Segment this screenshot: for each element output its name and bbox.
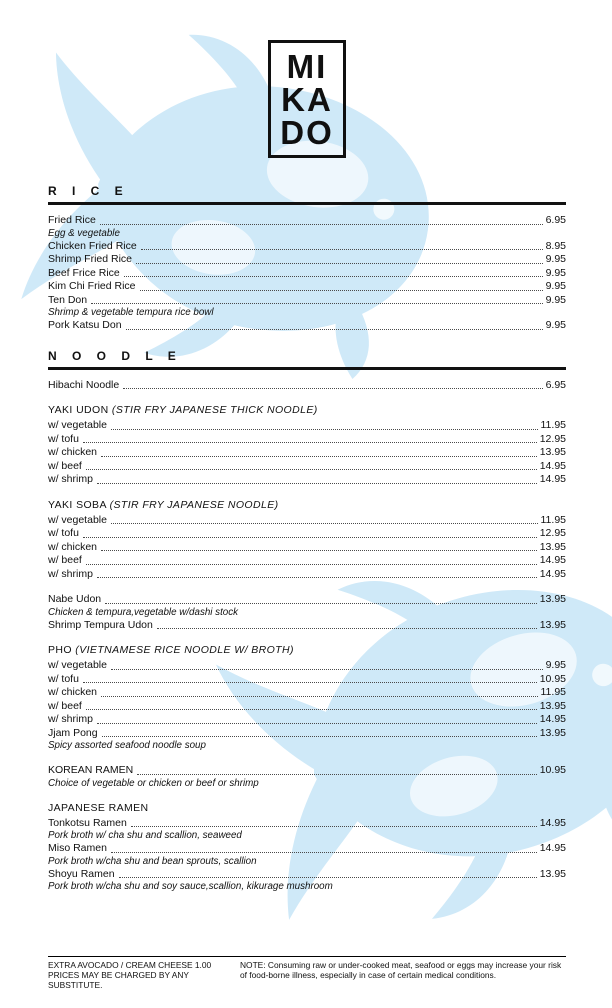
dotted-leader [141,249,543,250]
menu-group-heading-label: YAKI SOBA [48,498,107,511]
section-rice [48,184,566,333]
menu-item-row [48,319,566,333]
menu-item-price: 9.95 [545,253,566,265]
dotted-leader [97,577,537,578]
menu-item-name: w/ chicken [48,686,98,698]
menu-item-description: Shrimp & vegetable tempura rice bowl [48,307,214,318]
menu-item-description: Egg & vegetable [48,227,120,239]
logo-line-1: MI [286,47,328,85]
footer-health-note: NOTE: Consuming raw or under-cooked meat, seafood or eggs may increase your risk of food-borne illness, especially in case of certain medical conditions. [240,960,562,980]
menu-item-name: KOREAN RAMEN [48,764,134,776]
dotted-leader [100,224,543,225]
menu-item-row [48,700,566,714]
dotted-leader [86,709,537,710]
menu-item-price: 14.95 [539,842,566,854]
menu-group-heading-note: (STIR FRY JAPANESE THICK NOODLE) [111,404,318,416]
menu-item-name: w/ vegetable [48,659,107,671]
menu-item-name: w/ chicken [48,540,98,553]
menu-item-name: w/ vegetable [48,419,107,431]
menu-item-name: Shrimp Tempura Udon [48,618,153,631]
mikado-logo [268,40,346,158]
menu-item-price: 9.95 [545,293,566,306]
menu-item-price: 10.95 [539,764,566,776]
menu-item-row [48,460,566,474]
menu-item-row [48,817,566,831]
menu-group-heading-label: PHO [48,644,72,656]
menu-item-name: w/ beef [48,699,82,712]
menu-item-price: 14.95 [539,459,566,472]
menu-group-heading [48,499,566,512]
menu-item-row [48,659,566,673]
menu-item-price: 12.95 [539,527,566,539]
menu-item-name: Kim Chi Fried Rice [48,280,136,292]
menu-item-name: w/ beef [48,459,82,472]
dotted-leader [111,669,543,670]
menu-item-price: 13.95 [539,699,566,712]
menu-item-price: 6.95 [545,214,566,226]
dotted-leader [140,290,543,291]
dotted-leader [97,483,537,484]
menu-item-row [48,446,566,460]
menu-item-name: Beef Frice Rice [48,266,120,279]
menu-item-row [48,842,566,856]
dotted-leader [83,682,537,683]
menu-block [48,644,566,752]
menu-group-heading [48,802,566,815]
menu-item-row [48,764,566,778]
section-rule [48,367,566,370]
section-items-rice [48,214,566,333]
menu-item-price: 13.95 [539,618,566,631]
menu-item-price: 13.95 [539,446,566,458]
dotted-leader [111,852,537,853]
menu-item-row [48,554,566,568]
menu-item-row [48,280,566,294]
dotted-leader [101,550,537,551]
menu-item-row [48,214,566,228]
menu-item-name: w/ beef [48,554,82,566]
menu-item-name: Ten Don [48,293,88,306]
menu-block [48,379,566,393]
menu-item-row [48,294,566,308]
dotted-leader [86,469,537,470]
menu-item-row [48,267,566,281]
dotted-leader [101,456,537,457]
menu-item-name: Chicken Fried Rice [48,239,137,252]
menu-item-price: 11.95 [540,419,566,431]
menu-item-row [48,713,566,727]
menu-item-price: 9.95 [545,266,566,279]
dotted-leader [97,723,537,724]
dotted-leader [137,774,537,775]
menu-item-name: w/ chicken [48,446,98,458]
menu-item-price: 6.95 [545,378,566,391]
menu-item-description: Pork broth w/cha shu and soy sauce,scallion, kikurage mushroom [48,881,333,892]
section-noodle [48,349,566,894]
menu-item-row [48,527,566,541]
menu-item-name: Pork Katsu Don [48,319,122,331]
section-items-noodle [48,379,566,894]
menu-item-name: Fried Rice [48,214,96,226]
menu-item-price: 10.95 [539,672,566,685]
menu-item-price: 14.95 [539,554,566,566]
dotted-leader [101,696,537,697]
menu-item-price: 9.95 [545,319,566,331]
dotted-leader [136,263,543,264]
menu-item-price: 11.95 [540,513,566,526]
menu-item-name: w/ tofu [48,672,79,685]
section-rule [48,202,566,205]
menu-item-price: 8.95 [545,239,566,252]
dotted-leader [157,628,537,629]
dotted-leader [86,564,537,565]
menu-item-name: Tonkotsu Ramen [48,816,127,829]
dotted-leader [124,276,543,277]
menu-item-price: 14.95 [539,713,566,725]
menu-item-row [48,240,566,254]
dotted-leader [123,388,542,389]
menu-item-price: 11.95 [540,686,566,698]
menu-item-name: Nabe Udon [48,593,102,605]
menu-item-name: w/ shrimp [48,567,93,580]
menu-item-name: Hibachi Noodle [48,378,120,391]
menu-group-heading-note: (STIR FRY JAPANESE NOODLE) [109,498,279,511]
menu-item-row [48,473,566,487]
menu-item-row [48,514,566,528]
dotted-leader [119,877,537,878]
dotted-leader [131,826,537,827]
dotted-leader [126,329,543,330]
section-title-rice: R I C E [48,184,129,198]
menu-item-description: Chicken & tempura,vegetable w/dashi stock [48,606,239,618]
menu-item-row [48,727,566,741]
menu-block [48,802,566,894]
menu-block [48,404,566,487]
menu-item-row [48,379,566,393]
menu-item-price: 14.95 [539,567,566,580]
footer-substitute-line: PRICES MAY BE CHARGED BY ANY SUBSTITUTE. [48,970,189,990]
footer-extra-avocado-line: EXTRA AVOCADO / CREAM CHEESE 1.00 [48,960,212,970]
menu-item-price: 13.95 [539,867,566,880]
menu-item-name: Shoyu Ramen [48,867,115,880]
menu-group-heading [48,404,566,417]
dotted-leader [111,429,538,430]
menu-item-row [48,673,566,687]
menu-item-price: 13.95 [539,726,566,739]
menu-block [48,214,566,333]
menu-item-price: 12.95 [539,432,566,445]
menu-item-row [48,253,566,267]
menu-item-description: Spicy assorted seafood noodle soup [48,740,206,751]
logo-line-2: KA [281,80,333,118]
menu-item-price: 13.95 [539,593,566,605]
menu-item-description: Pork broth w/ cha shu and scallion, seaweed [48,830,242,841]
menu-group-heading-label: YAKI UDON [48,404,109,416]
menu-item-name: Miso Ramen [48,842,107,854]
menu-item-row [48,419,566,433]
dotted-leader [83,442,537,443]
menu-content [0,40,612,893]
menu-item-row [48,619,566,633]
menu-item-name: Jjam Pong [48,726,98,739]
menu-item-name: Shrimp Fried Rice [48,253,133,265]
menu-item-row [48,593,566,607]
dotted-leader [83,537,537,538]
menu-group-heading-label: JAPANESE RAMEN [48,801,149,814]
menu-item-price: 13.95 [539,540,566,553]
menu-item-price: 9.95 [545,280,566,292]
menu-item-price: 9.95 [545,659,566,671]
menu-block [48,593,566,632]
menu-item-description: Choice of vegetable or chicken or beef or shrimp [48,777,259,789]
menu-item-name: w/ tofu [48,432,79,445]
menu-block [48,764,566,790]
menu-group-heading [48,644,566,657]
menu-item-row [48,433,566,447]
menu-item-price: 14.95 [539,473,566,485]
menu-item-row [48,541,566,555]
menu-item-row [48,686,566,700]
dotted-leader [111,523,538,524]
dotted-leader [105,603,537,604]
menu-item-name: w/ shrimp [48,473,93,485]
menu-block [48,499,566,582]
menu-item-name: w/ shrimp [48,713,93,725]
dotted-leader [102,736,537,737]
footer [48,956,566,990]
menu-item-row [48,568,566,582]
section-title-noodle: N O O D L E [48,348,182,363]
menu-item-price: 14.95 [539,816,566,829]
dotted-leader [91,303,542,304]
menu-item-description: Pork broth w/cha shu and bean sprouts, scallion [48,855,257,867]
logo-line-3: DO [280,113,334,151]
footer-extras [48,960,236,990]
menu-group-heading-note: (VIETNAMESE RICE NOODLE W/ BROTH) [75,644,294,656]
menu-item-row [48,868,566,882]
menu-item-name: w/ tofu [48,527,79,539]
menu-item-name: w/ vegetable [48,513,107,526]
